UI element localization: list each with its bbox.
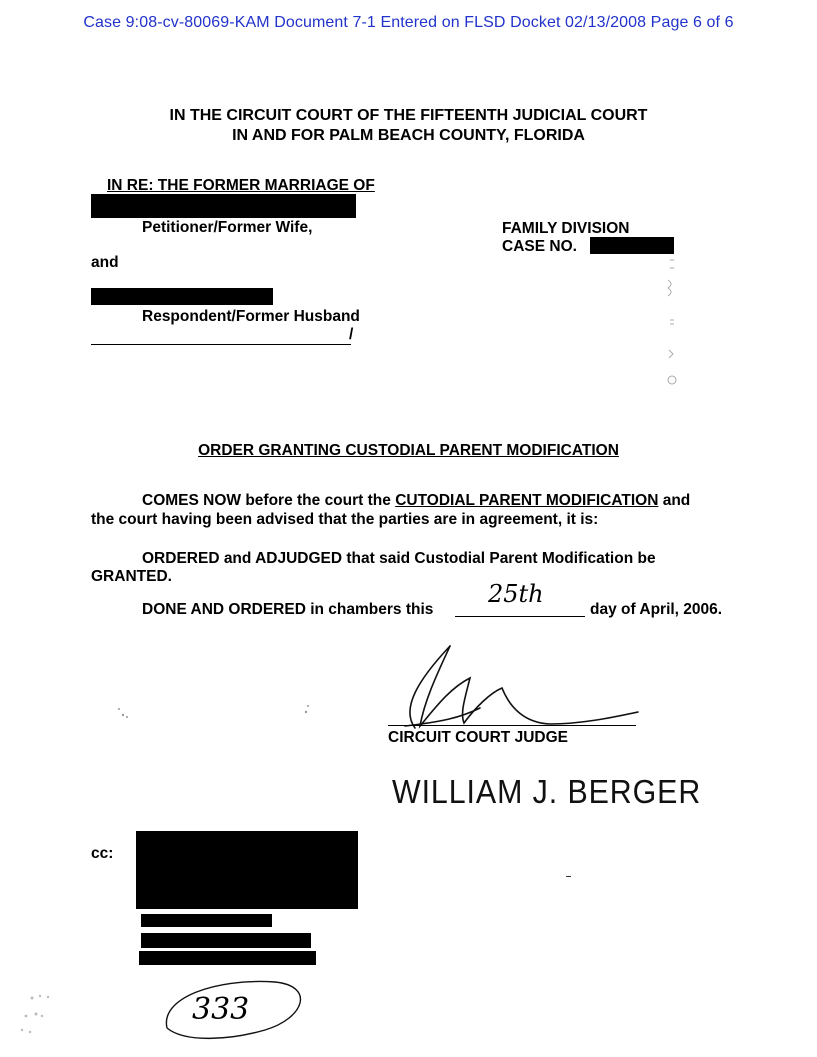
paragraph-2-line-1: ORDERED and ADJUDGED that said Custodial Parent Modification be — [142, 550, 656, 567]
paragraph-1-line-1 — [142, 491, 690, 510]
day-blank-line — [455, 616, 585, 617]
caption-signature-line — [91, 344, 351, 345]
paragraph-2-line-2: GRANTED. — [91, 568, 172, 585]
petitioner-role: Petitioner/Former Wife, — [142, 219, 313, 236]
stray-dash — [566, 876, 571, 877]
speck-mark-1 — [115, 705, 135, 725]
done-and-ordered-text: DONE AND ORDERED in chambers this — [142, 601, 434, 618]
docket-header: Case 9:08-cv-80069-KAM Document 7-1 Entered on FLSD Docket 02/13/2008 Page 6 of 6 — [83, 14, 734, 31]
seal-remnant — [12, 988, 72, 1048]
redacted-cc-line-2 — [141, 933, 311, 948]
handwritten-number: 333 — [192, 992, 250, 1027]
redacted-respondent-name — [91, 288, 273, 305]
respondent-role: Respondent/Former Husband — [142, 308, 360, 325]
handwritten-day: 25th — [488, 580, 544, 608]
judge-signature-line — [388, 725, 636, 726]
caption-slash: / — [349, 326, 354, 343]
family-division: FAMILY DIVISION — [502, 220, 630, 237]
redacted-cc-line-3 — [139, 951, 316, 965]
paragraph-1-text-a: COMES NOW before the court the — [142, 492, 396, 509]
judge-name: WILLIAM J. BERGER — [392, 773, 702, 810]
paragraph-1-underlined: CUTODIAL PARENT MODIFICATION — [395, 492, 659, 509]
day-of-month-text: day of April, 2006. — [590, 601, 723, 618]
order-title: ORDER GRANTING CUSTODIAL PARENT MODIFICATION — [198, 442, 619, 459]
speck-mark-2 — [300, 702, 320, 722]
redacted-cc-line-1 — [141, 914, 272, 927]
court-name-line-1: IN THE CIRCUIT COURT OF THE FIFTEENTH JUDICIAL COURT — [169, 107, 648, 124]
paragraph-1-line-2: the court having been advised that the parties are in agreement, it is: — [91, 511, 599, 528]
filing-stamp-remnant — [640, 250, 680, 390]
circuit-court-judge-title: CIRCUIT COURT JUDGE — [388, 729, 568, 746]
redacted-petitioner-name — [91, 194, 356, 218]
cc-label: cc: — [91, 845, 114, 862]
judge-signature — [380, 638, 640, 730]
and-text: and — [91, 254, 119, 271]
court-name-line-2: IN AND FOR PALM BEACH COUNTY, FLORIDA — [232, 127, 585, 144]
in-re-line: IN RE: THE FORMER MARRIAGE OF — [107, 177, 375, 194]
case-number-label: CASE NO. — [502, 238, 577, 255]
paragraph-1-text-b: and — [658, 492, 691, 509]
redacted-cc-block — [136, 831, 358, 909]
